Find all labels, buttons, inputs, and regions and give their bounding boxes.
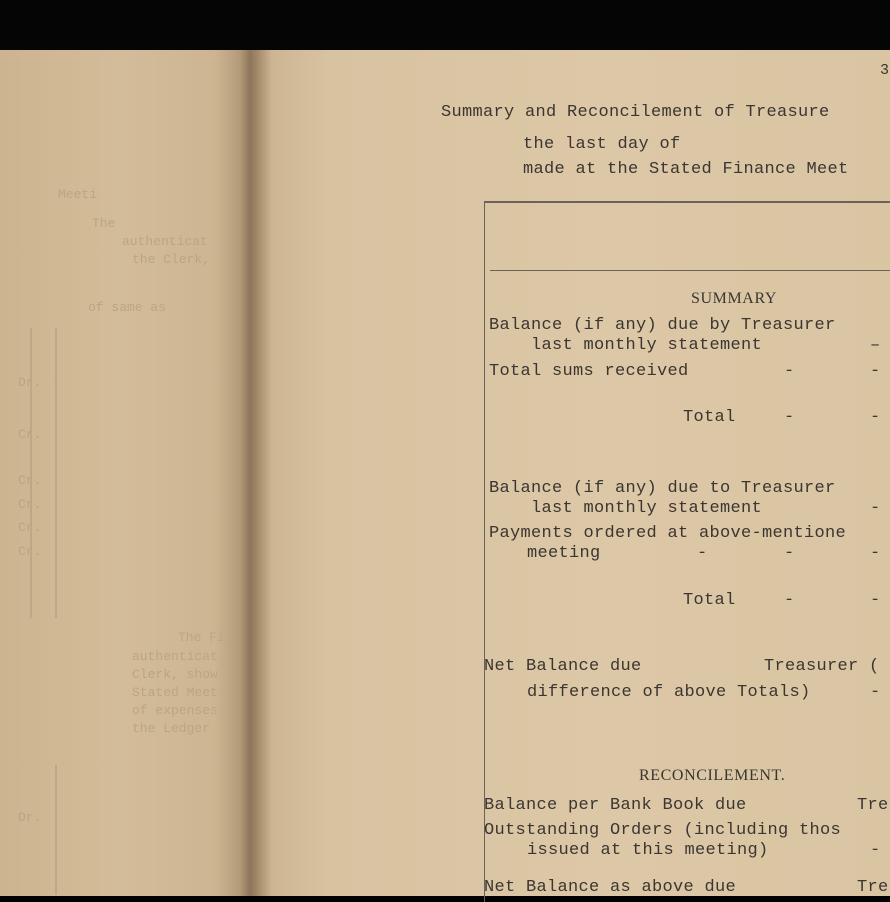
leader-dash: - (784, 408, 795, 427)
leader-dash: - (870, 841, 881, 860)
leader-dash: - (784, 362, 795, 381)
leader-dash: - (870, 683, 881, 702)
ghost-text: the Clerk, (132, 252, 211, 267)
net-balance-label: Treasurer ( (764, 657, 880, 676)
summary-row-label: meeting (527, 544, 601, 563)
ghost-text: Cr. (18, 427, 42, 442)
ghost-text: authenticat (132, 649, 218, 664)
reconcilement-row-label: Tre (857, 878, 889, 897)
header-date-line: the last day of (523, 135, 681, 154)
leader-dash: - (784, 544, 795, 563)
form-header-rule (490, 270, 890, 271)
reconcilement-heading: RECONCILEMENT. (639, 767, 786, 784)
header-meeting-line: made at the Stated Finance Meet (523, 160, 849, 179)
ghost-text: of expenses (132, 703, 218, 718)
ghost-text: The (92, 216, 116, 231)
reconcilement-row-label: Tre (857, 796, 889, 815)
leader-dash: - (870, 591, 881, 610)
ghost-text: Dr. (18, 810, 42, 825)
leader-dash: - (870, 362, 881, 381)
page-number: 3 (880, 62, 890, 79)
net-balance-label: Net Balance due (484, 657, 642, 676)
scanner-black-band (0, 0, 890, 50)
ghost-text: Cr. (18, 544, 42, 559)
ghost-text: Stated Meet (132, 685, 218, 700)
ghost-text: the Ledger (132, 721, 211, 736)
leader-dash: - (870, 408, 881, 427)
ghost-text: Cr. (18, 473, 42, 488)
leader-dash: - (697, 544, 708, 563)
leader-dash: – (870, 336, 881, 355)
leader-dash: - (870, 499, 881, 518)
ghost-text: Meeti (58, 187, 98, 202)
ghost-text: authenticat (122, 234, 208, 249)
ghost-text: Dr. (18, 375, 42, 390)
header-title: Summary and Reconcilement of Treasure (441, 103, 830, 122)
summary-row-label: Balance (if any) due by Treasurer (489, 316, 836, 335)
net-balance-label: difference of above Totals) (527, 683, 811, 702)
summary-row-label: Total sums received (489, 362, 689, 381)
reconcilement-row-label: Net Balance as above due (484, 878, 737, 897)
book-spread (0, 50, 890, 896)
ghost-text: of same as (88, 300, 167, 315)
leader-dash: - (870, 544, 881, 563)
summary-row-label: Payments ordered at above-mentione (489, 524, 847, 543)
leader-dash: - (784, 591, 795, 610)
summary-total-label: Total (683, 408, 736, 427)
summary-row-label: Balance (if any) due to Treasurer (489, 479, 836, 498)
form-top-border (484, 201, 890, 203)
ghost-text: Cr. (18, 520, 42, 535)
reconcilement-row-label: issued at this meeting) (527, 841, 769, 860)
reconcilement-row-label: Balance per Bank Book due (484, 796, 747, 815)
reconcilement-row-label: Outstanding Orders (including thos (484, 821, 842, 840)
ghost-text: Clerk, show (132, 667, 218, 682)
summary-row-label: last monthly statement (531, 336, 763, 355)
summary-row-label: last monthly statement (531, 499, 763, 518)
ghost-text: Cr. (18, 497, 42, 512)
ghost-text: The Fi (178, 630, 225, 645)
summary-heading: SUMMARY (691, 290, 778, 307)
summary-total-label: Total (683, 591, 736, 610)
